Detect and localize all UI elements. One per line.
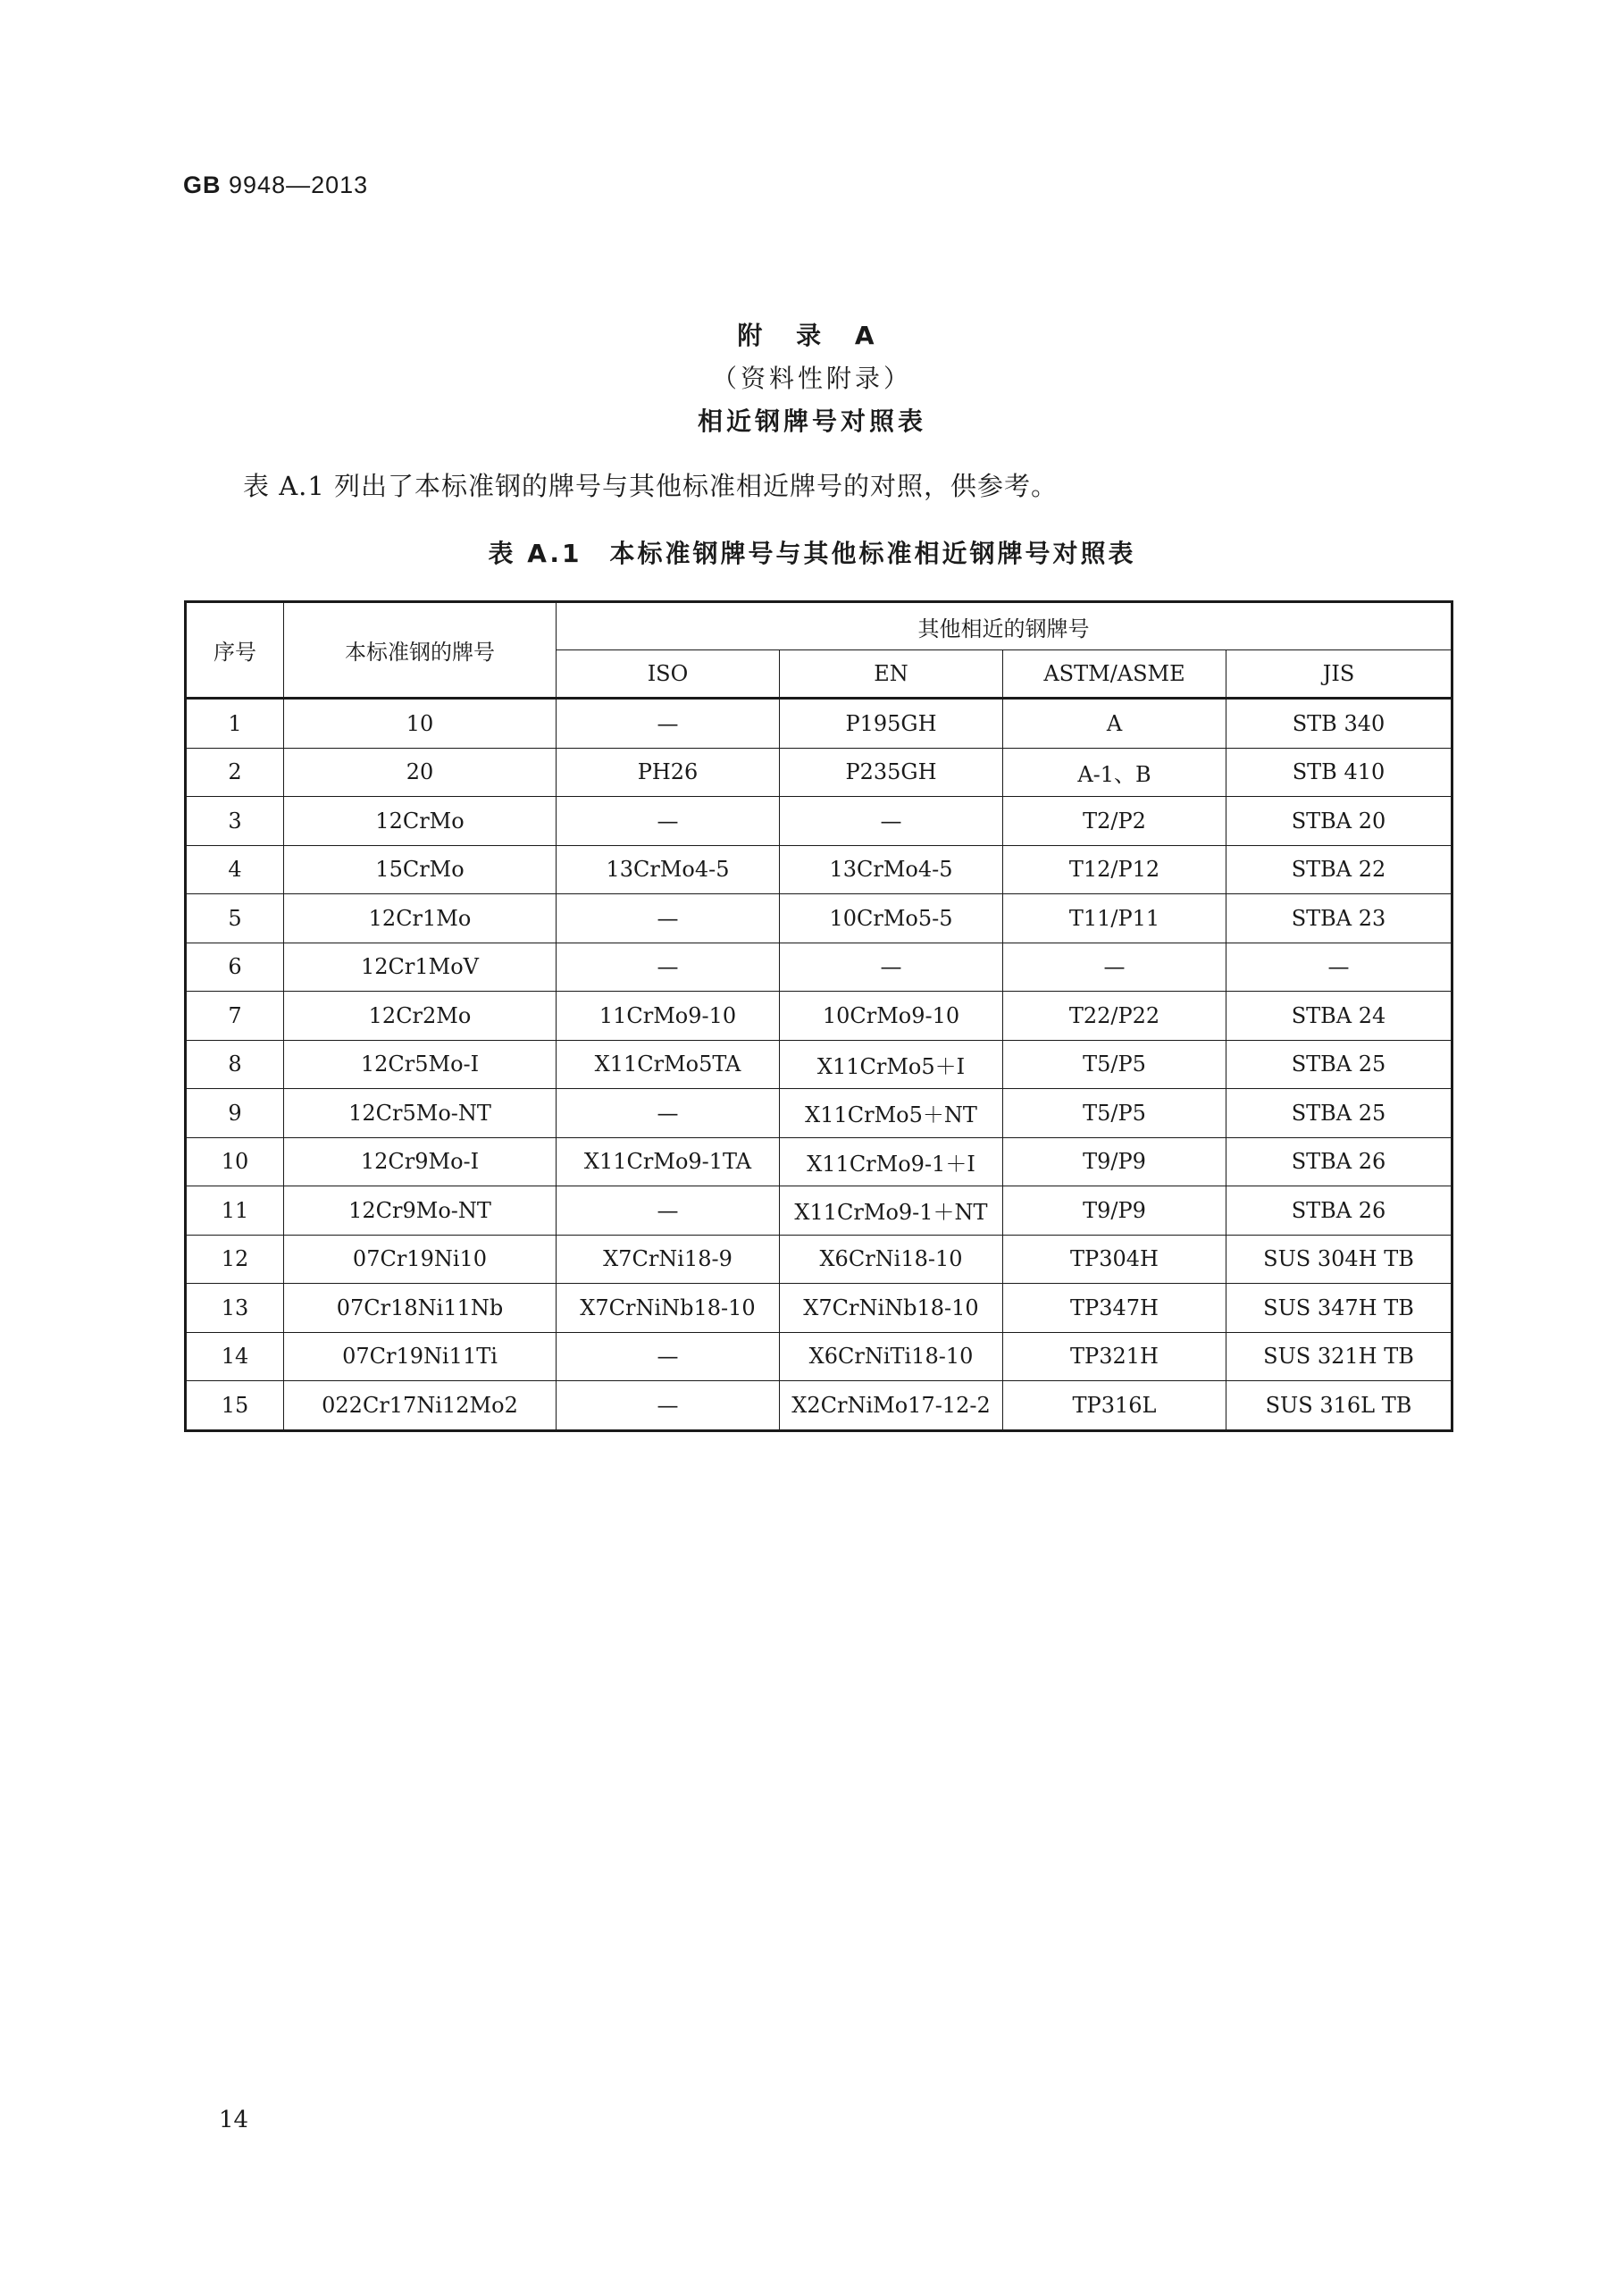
cell-astm: T9/P9: [1003, 1186, 1226, 1236]
cell-astm: T11/P11: [1003, 894, 1226, 943]
cell-std-grade: 07Cr18Ni11Nb: [284, 1284, 557, 1333]
cell-jis: STBA 25: [1226, 1040, 1452, 1089]
cell-astm: T9/P9: [1003, 1137, 1226, 1186]
table-row: [186, 845, 1452, 894]
cell-no: 9: [186, 1089, 284, 1138]
cell-no: 8: [186, 1040, 284, 1089]
cell-astm: —: [1003, 943, 1226, 992]
page-number: 14: [219, 2107, 249, 2133]
standard-prefix: GB: [183, 172, 222, 198]
header-std-grade: 本标准钢的牌号: [284, 602, 557, 699]
cell-iso: —: [557, 1381, 780, 1431]
table-row: [186, 1040, 1452, 1089]
cell-iso: X11CrMo9-1TA: [557, 1137, 780, 1186]
header-en: EN: [780, 650, 1003, 699]
cell-std-grade: 12CrMo: [284, 797, 557, 846]
cell-iso: —: [557, 1186, 780, 1236]
cell-std-grade: 12Cr1Mo: [284, 894, 557, 943]
cell-no: 7: [186, 992, 284, 1041]
cell-astm: TP347H: [1003, 1284, 1226, 1333]
table-row: [186, 943, 1452, 992]
cell-jis: STB 340: [1226, 699, 1452, 749]
cell-jis: SUS 304H TB: [1226, 1235, 1452, 1284]
cell-std-grade: 07Cr19Ni10: [284, 1235, 557, 1284]
cell-astm: T12/P12: [1003, 845, 1226, 894]
cell-iso: —: [557, 894, 780, 943]
cell-std-grade: 12Cr1MoV: [284, 943, 557, 992]
cell-en: X2CrNiMo17-12-2: [780, 1381, 1003, 1431]
cell-no: 11: [186, 1186, 284, 1236]
cell-no: 10: [186, 1137, 284, 1186]
cell-jis: STBA 23: [1226, 894, 1452, 943]
cell-jis: SUS 316L TB: [1226, 1381, 1452, 1431]
cell-std-grade: 12Cr9Mo-NT: [284, 1186, 557, 1236]
cell-iso: —: [557, 943, 780, 992]
cell-astm: A: [1003, 699, 1226, 749]
table-row: [186, 699, 1452, 749]
header-no: 序号: [186, 602, 284, 699]
cell-std-grade: 10: [284, 699, 557, 749]
cell-jis: —: [1226, 943, 1452, 992]
table-row: [186, 894, 1452, 943]
cell-astm: T22/P22: [1003, 992, 1226, 1041]
cell-no: 2: [186, 748, 284, 797]
cell-en: X11CrMo9-1＋I: [780, 1137, 1003, 1186]
cell-en: X6CrNiTi18-10: [780, 1332, 1003, 1381]
cell-iso: PH26: [557, 748, 780, 797]
cell-jis: STBA 26: [1226, 1137, 1452, 1186]
cell-en: —: [780, 943, 1003, 992]
cell-std-grade: 07Cr19Ni11Ti: [284, 1332, 557, 1381]
cell-en: 10CrMo5-5: [780, 894, 1003, 943]
appendix-title: 相近钢牌号对照表: [697, 406, 926, 436]
header-astm: ASTM/ASME: [1003, 650, 1226, 699]
cell-astm: TP304H: [1003, 1235, 1226, 1284]
table-row: [186, 1235, 1452, 1284]
cell-no: 6: [186, 943, 284, 992]
cell-no: 5: [186, 894, 284, 943]
cell-en: X11CrMo5＋NT: [780, 1089, 1003, 1138]
cell-astm: T5/P5: [1003, 1089, 1226, 1138]
cell-iso: X11CrMo5TA: [557, 1040, 780, 1089]
cell-iso: X7CrNi18-9: [557, 1235, 780, 1284]
header-iso: ISO: [557, 650, 780, 699]
cell-no: 4: [186, 845, 284, 894]
cell-jis: STBA 20: [1226, 797, 1452, 846]
table-row: [186, 1137, 1452, 1186]
cell-jis: STBA 25: [1226, 1089, 1452, 1138]
cell-iso: 11CrMo9-10: [557, 992, 780, 1041]
appendix-label: 附 录 A: [737, 321, 887, 350]
cell-no: 13: [186, 1284, 284, 1333]
cell-iso: —: [557, 1089, 780, 1138]
cell-iso: 13CrMo4-5: [557, 845, 780, 894]
table-row: [186, 992, 1452, 1041]
cell-jis: STBA 24: [1226, 992, 1452, 1041]
cell-no: 14: [186, 1332, 284, 1381]
cell-iso: X7CrNiNb18-10: [557, 1284, 780, 1333]
cell-en: P235GH: [780, 748, 1003, 797]
table-row: [186, 797, 1452, 846]
cell-en: X11CrMo9-1＋NT: [780, 1186, 1003, 1236]
cell-iso: —: [557, 699, 780, 749]
cell-std-grade: 20: [284, 748, 557, 797]
cell-astm: TP316L: [1003, 1381, 1226, 1431]
cell-en: X11CrMo5＋I: [780, 1040, 1003, 1089]
intro-paragraph: 表 A.1 列出了本标准钢的牌号与其他标准相近牌号的对照，供参考。: [243, 471, 1059, 501]
cell-astm: TP321H: [1003, 1332, 1226, 1381]
cell-astm: T2/P2: [1003, 797, 1226, 846]
cell-no: 1: [186, 699, 284, 749]
appendix-nature: （资料性附录）: [711, 364, 912, 393]
cell-iso: —: [557, 1332, 780, 1381]
table-row: [186, 1332, 1452, 1381]
cell-jis: STB 410: [1226, 748, 1452, 797]
table-row: [186, 1284, 1452, 1333]
cell-no: 15: [186, 1381, 284, 1431]
cell-std-grade: 12Cr2Mo: [284, 992, 557, 1041]
cell-std-grade: 12Cr5Mo-I: [284, 1040, 557, 1089]
cell-iso: —: [557, 797, 780, 846]
cell-jis: SUS 347H TB: [1226, 1284, 1452, 1333]
table-row: [186, 1381, 1452, 1431]
cell-std-grade: 12Cr5Mo-NT: [284, 1089, 557, 1138]
cell-jis: STBA 26: [1226, 1186, 1452, 1236]
table-row: [186, 748, 1452, 797]
table-row: [186, 1186, 1452, 1236]
cell-jis: SUS 321H TB: [1226, 1332, 1452, 1381]
cell-std-grade: 12Cr9Mo-I: [284, 1137, 557, 1186]
cell-en: X6CrNi18-10: [780, 1235, 1003, 1284]
cell-astm: T5/P5: [1003, 1040, 1226, 1089]
cell-no: 12: [186, 1235, 284, 1284]
cell-astm: A-1、B: [1003, 748, 1226, 797]
cell-std-grade: 15CrMo: [284, 845, 557, 894]
cell-en: —: [780, 797, 1003, 846]
cell-no: 3: [186, 797, 284, 846]
cell-en: P195GH: [780, 699, 1003, 749]
cell-std-grade: 022Cr17Ni12Mo2: [284, 1381, 557, 1431]
cell-en: 10CrMo9-10: [780, 992, 1003, 1041]
header-other-grades: 其他相近的钢牌号: [557, 602, 1452, 650]
header-jis: JIS: [1226, 650, 1452, 699]
cell-en: X7CrNiNb18-10: [780, 1284, 1003, 1333]
table-body: [186, 699, 1452, 1431]
cell-jis: STBA 22: [1226, 845, 1452, 894]
grade-comparison-table: [184, 600, 1453, 1432]
table-caption: 表 A.1 本标准钢牌号与其他标准相近钢牌号对照表: [488, 539, 1136, 568]
standard-number: 9948—2013: [229, 172, 369, 198]
table-row: [186, 1089, 1452, 1138]
cell-en: 13CrMo4-5: [780, 845, 1003, 894]
standard-code: [183, 172, 368, 199]
